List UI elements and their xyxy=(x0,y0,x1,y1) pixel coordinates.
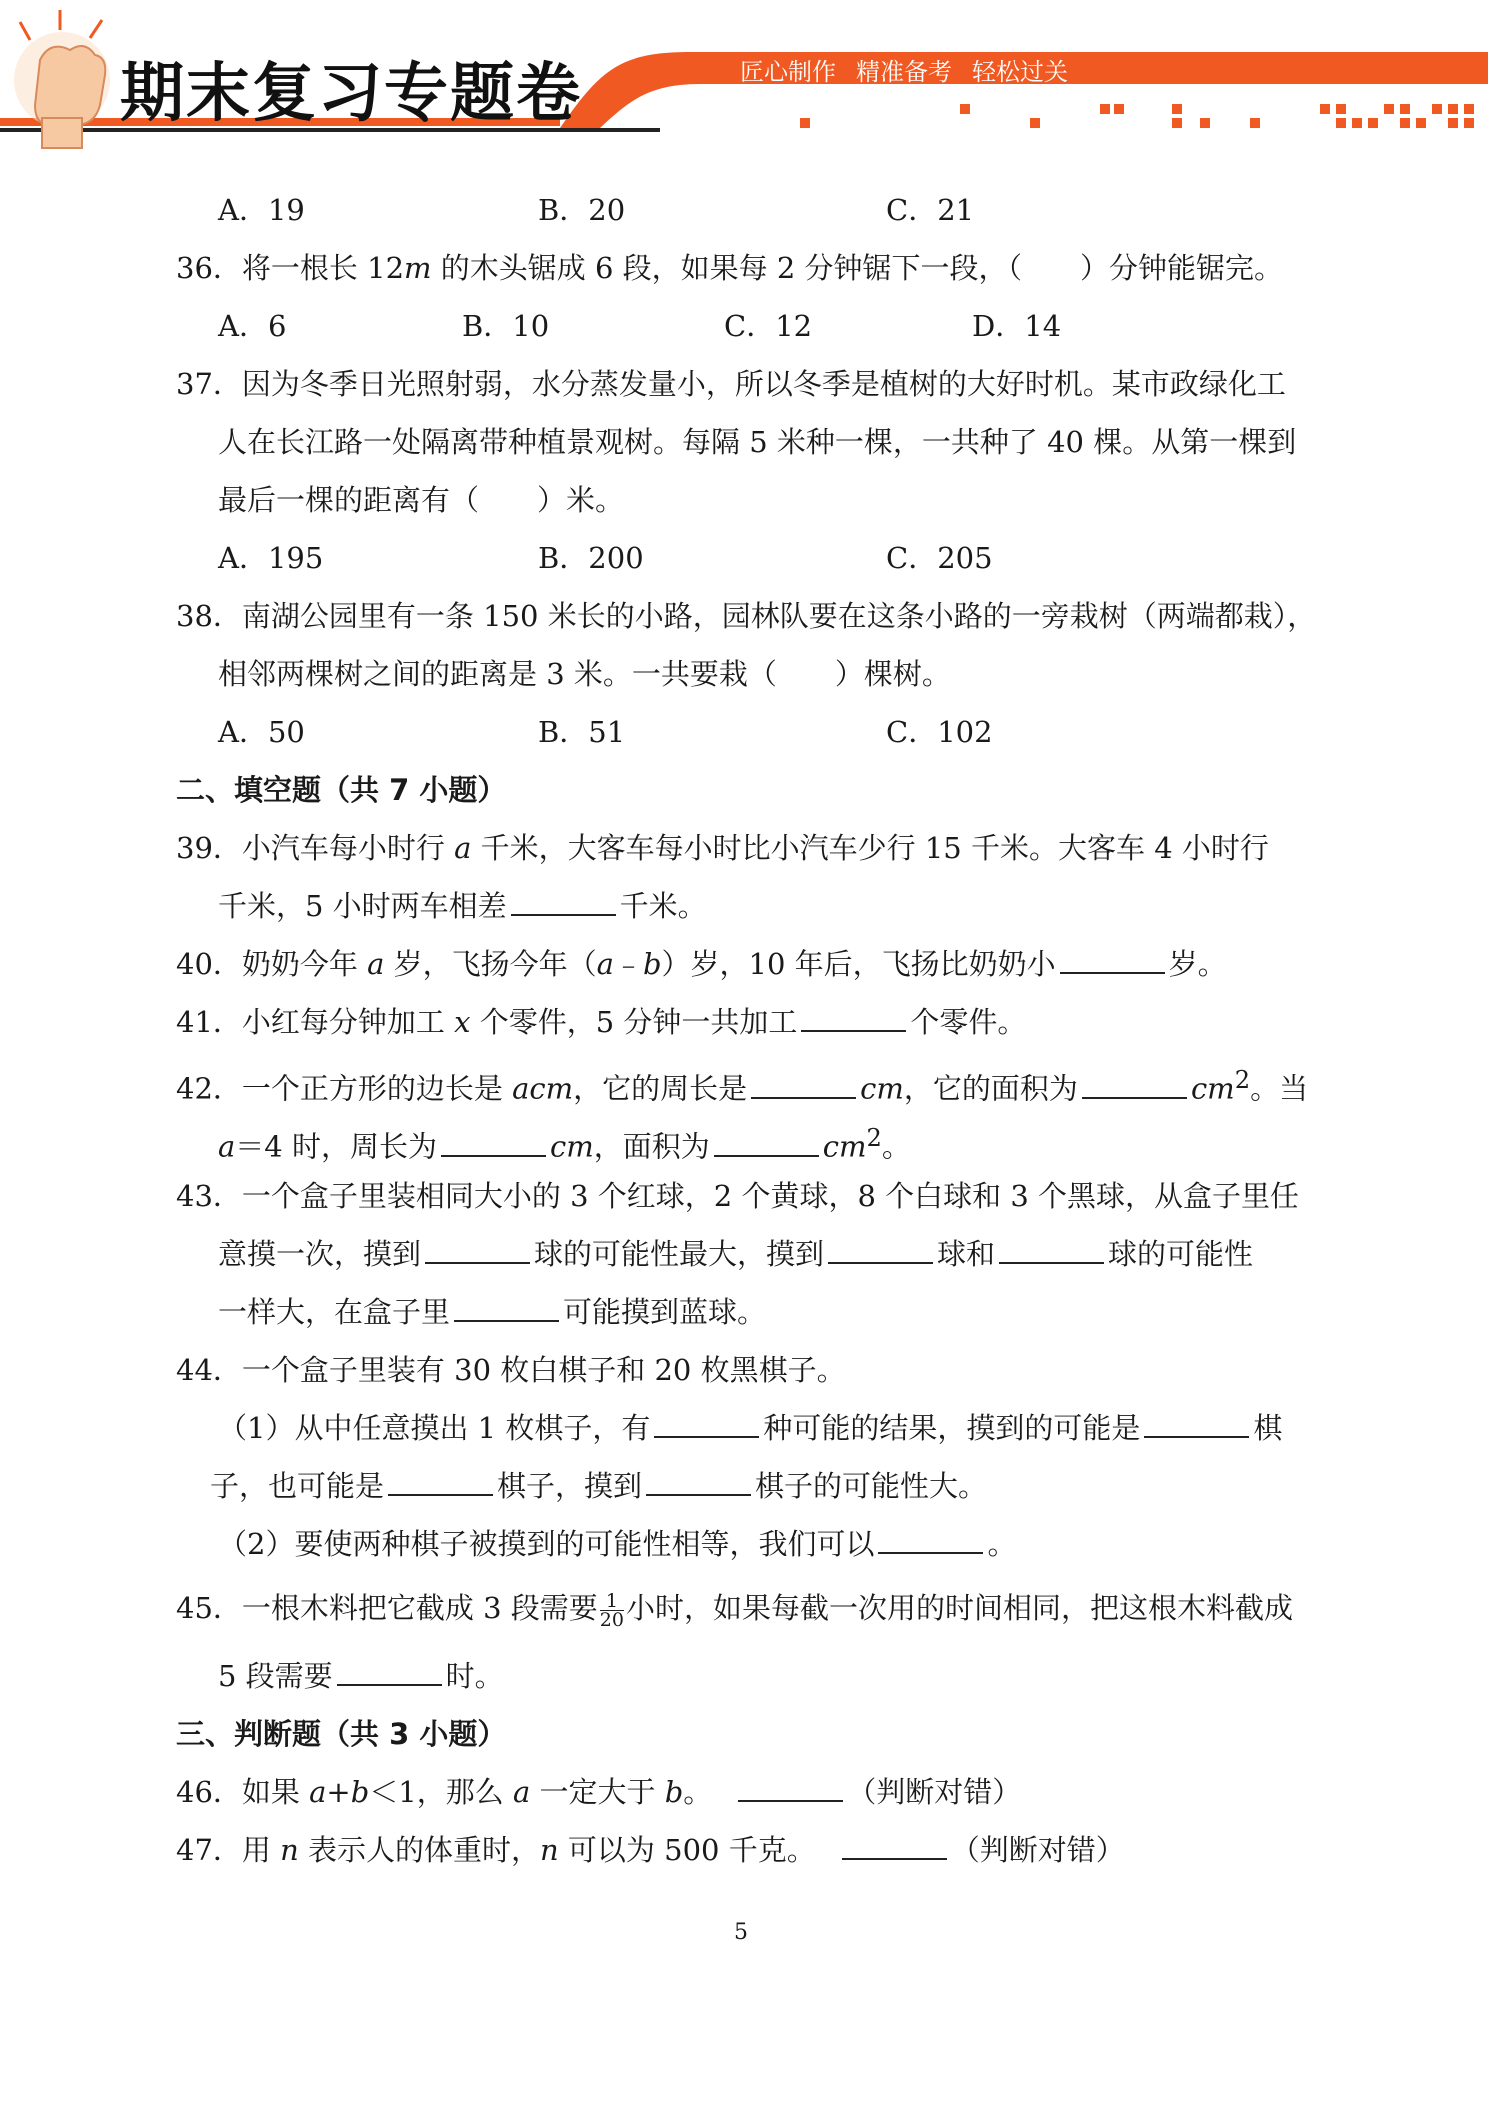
q45-fraction: $\frac{1}{20}$ xyxy=(599,1589,624,1631)
q37-option-a: A．195 xyxy=(218,541,324,575)
q44-part2-line: （2）要使两种棋子被摸到的可能性相等，我们可以 。 xyxy=(218,1527,1017,1561)
page-number: 5 xyxy=(734,1920,748,1945)
q38-line-1: 38．南湖公园里有一条 150 米长的小路，园林队要在这条小路的一旁栽树（两端都栽）， xyxy=(176,599,1317,633)
q42-blank-3[interactable] xyxy=(441,1129,546,1157)
q47-blank[interactable] xyxy=(842,1832,947,1860)
section-2-heading: 二、填空题（共 7 小题） xyxy=(176,773,507,807)
q45-line-2: 5 段需要 时。 xyxy=(218,1659,504,1693)
q46-number: 46． xyxy=(176,1775,242,1809)
q40-number: 40． xyxy=(176,947,242,981)
q39-line-1: 39．小汽车每小时行 a 千米，大客车每小时比小汽车少行 15 千米。大客车 4 小时行 xyxy=(176,831,1269,865)
q42-line-1: 42．一个正方形的边长是 acm，它的周长是 cm，它的面积为 $cm^2$。当 xyxy=(176,1066,1309,1106)
q37-option-b: B．200 xyxy=(538,541,644,575)
q37-line-2: 人在长江路一处隔离带种植景观树。每隔 5 米种一棵，一共种了 40 棵。从第一棵到 xyxy=(218,425,1297,459)
q43-blank-3[interactable] xyxy=(999,1236,1104,1264)
q44-number: 44． xyxy=(176,1353,242,1387)
q46-blank[interactable] xyxy=(738,1774,843,1802)
slogan-1: 匠心制作 xyxy=(740,58,836,86)
q38-option-c: C．102 xyxy=(886,715,993,749)
q37-number: 37． xyxy=(176,367,242,401)
header-slogans xyxy=(740,52,1120,87)
q43-blank-1[interactable] xyxy=(425,1236,530,1264)
q47-number: 47． xyxy=(176,1833,242,1867)
header-title: 期末复习专题卷 xyxy=(120,57,582,131)
q40-blank[interactable] xyxy=(1060,946,1165,974)
q41-blank[interactable] xyxy=(801,1004,906,1032)
q36-number: 36． xyxy=(176,251,242,285)
slogan-2: 精准备考 xyxy=(856,58,952,86)
q45-number: 45． xyxy=(176,1591,242,1625)
q43-line-3: 一样大，在盒子里 可能摸到蓝球。 xyxy=(218,1295,767,1329)
q43-line-2: 意摸一次，摸到 球的可能性最大，摸到 球和 球的可能性 xyxy=(218,1237,1254,1271)
q44-blank-1[interactable] xyxy=(654,1410,759,1438)
q46-line: 46．如果 a+b＜1，那么 a 一定大于 b。 （判断对错） xyxy=(176,1775,1022,1809)
slogan-3: 轻松过关 xyxy=(972,58,1068,86)
q36-stem: 36．将一根长 12m 的木头锯成 6 段，如果每 2 分钟锯下一段，（ ）分钟能锯完。 xyxy=(176,251,1284,285)
q45-blank[interactable] xyxy=(337,1658,442,1686)
q42-blank-2[interactable] xyxy=(1082,1071,1187,1099)
q43-number: 43． xyxy=(176,1179,242,1213)
q38-line-2: 相邻两棵树之间的距离是 3 米。一共要栽（ ）棵树。 xyxy=(218,657,951,691)
q36-option-a: A．6 xyxy=(218,309,287,343)
q37-option-c: C．205 xyxy=(886,541,993,575)
section-3-heading: 三、判断题（共 3 小题） xyxy=(176,1717,507,1751)
q36-option-c: C．12 xyxy=(724,309,813,343)
q42-number: 42． xyxy=(176,1071,242,1106)
q39-number: 39． xyxy=(176,831,242,865)
q39-blank[interactable] xyxy=(511,888,616,916)
q38-number: 38． xyxy=(176,599,242,633)
q41-line: 41．小红每分钟加工 x 个零件，5 分钟一共加工 个零件。 xyxy=(176,1005,1027,1039)
q38-option-b: B．51 xyxy=(538,715,626,749)
q45-line-1: 45．一根木料把它截成 3 段需要 $\frac{1}{20}$ 小时，如果每截一次用的时间相同，把这根木料截成 xyxy=(176,1589,1293,1631)
q36-option-b: B．10 xyxy=(462,309,550,343)
q44-blank-4[interactable] xyxy=(646,1468,751,1496)
q40-line: 40．奶奶今年 a 岁，飞扬今年（a﹣b）岁，10 年后，飞扬比奶奶小 岁。 xyxy=(176,947,1227,981)
q44-line-1: 44．一个盒子里装有 30 枚白棋子和 20 枚黑棋子。 xyxy=(176,1353,846,1387)
q44-part1-line-1: （1）从中任意摸出 1 枚棋子，有 种可能的结果，摸到的可能是 棋 xyxy=(218,1411,1283,1445)
q44-blank-2[interactable] xyxy=(1144,1410,1249,1438)
fist-icon xyxy=(14,10,110,148)
q44-blank-5[interactable] xyxy=(878,1526,983,1554)
q43-blank-2[interactable] xyxy=(828,1236,933,1264)
q43-blank-4[interactable] xyxy=(454,1294,559,1322)
q37-line-1: 37．因为冬季日光照射弱，水分蒸发量小，所以冬季是植树的大好时机。某市政绿化工 xyxy=(176,367,1286,401)
q41-number: 41． xyxy=(176,1005,242,1039)
q35-option-b: B．20 xyxy=(538,193,626,227)
q44-part1-line-2: 子，也可能是 棋子，摸到 棋子的可能性大。 xyxy=(210,1469,988,1503)
q36-option-d: D．14 xyxy=(972,309,1062,343)
q42-blank-4[interactable] xyxy=(714,1129,819,1157)
q35-option-a: A．19 xyxy=(218,193,305,227)
q44-blank-3[interactable] xyxy=(388,1468,493,1496)
q39-line-2: 千米，5 小时两车相差 千米。 xyxy=(218,889,707,923)
q42-blank-1[interactable] xyxy=(751,1071,856,1099)
q35-option-c: C．21 xyxy=(886,193,975,227)
page-header xyxy=(0,0,1488,150)
q47-line: 47．用 n 表示人的体重时，n 可以为 500 千克。 （判断对错） xyxy=(176,1833,1125,1867)
q38-option-a: A．50 xyxy=(218,715,305,749)
q43-line-1: 43．一个盒子里装相同大小的 3 个红球，2 个黄球，8 个白球和 3 个黑球，从盒子里任 xyxy=(176,1179,1300,1213)
q42-line-2: a＝4 时，周长为 cm，面积为 $cm^2$。 xyxy=(218,1124,911,1164)
q37-line-3: 最后一棵的距离有（ ）米。 xyxy=(218,483,625,517)
